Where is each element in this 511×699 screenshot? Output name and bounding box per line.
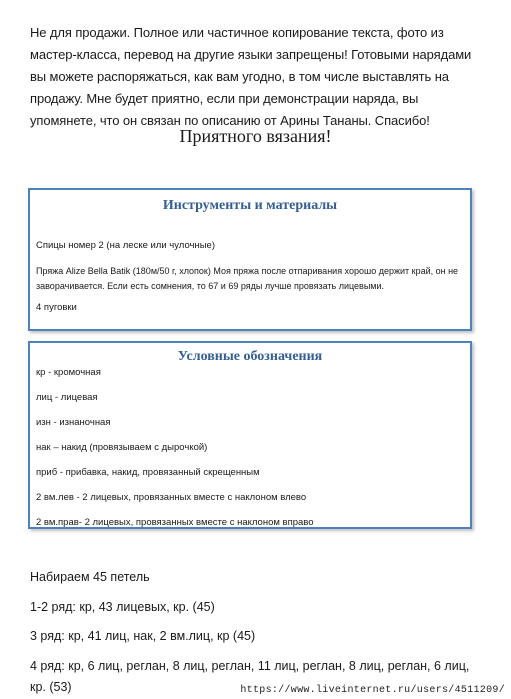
legend-item: лиц - лицевая [36, 392, 98, 403]
materials-box [28, 188, 472, 331]
buttons-text: 4 пуговки [36, 302, 77, 313]
pattern-row: 1-2 ряд: кр, 43 лицевых, кр. (45) [30, 600, 215, 614]
pattern-row: 4 ряд: кр, 6 лиц, реглан, 8 лиц, реглан, 11 лиц, реглан, 8 лиц, реглан, 6 лиц, кр. (53) [30, 659, 470, 694]
needles-text: Спицы номер 2 (на леске или чулочные) [36, 240, 215, 251]
legend-title: Условные обозначения [177, 349, 323, 364]
pattern-row: 3 ряд: кр, 41 лиц, нак, 2 вм.лиц, кр (45) [30, 629, 256, 643]
legend-box [28, 341, 472, 529]
yarn-text: Пряжа Alize Bella Batik (180м/50 г, хлопок) Моя пряжа после отпаривания хорошо держит край, он не заворачивается. Если есть сомнения, то 67 и 69 ряды лучше провязать лицевыми. [36, 266, 459, 291]
legend-item: нак – накид (провязываем с дырочкой) [36, 442, 208, 453]
materials-title: Инструменты и материалы [162, 198, 338, 213]
watermark-url: https://www.liveinternet.ru/users/4511209/ [240, 685, 505, 696]
legend-item: изн - изнаночная [36, 417, 111, 428]
legend-item: приб - прибавка, накид, провязанный скрещенным [36, 467, 260, 478]
intro-text: Не для продажи. Полное или частичное копирование текста, фото из мастер-класса, перевод на другие языки запрещены! Готовыми нарядами вы можете распоряжаться, как вам угодно, в том числе выставлять на продажу. Мне будет приятно, если при демонстрации наряда, вы упомянете, что он связан по описанию от Арины Тананы. Спасибо! [30, 25, 472, 128]
legend-item: 2 вм.лев - 2 лицевых, провязанных вместе с наклоном влево [36, 492, 307, 503]
cast-on-text: Набираем 45 петель [30, 570, 150, 584]
legend-item: 2 вм.прав- 2 лицевых, провязанных вместе с наклоном вправо [36, 517, 314, 528]
legend-item: кр - кромочная [36, 367, 101, 378]
greeting-heading: Приятного вязания! [179, 126, 332, 146]
